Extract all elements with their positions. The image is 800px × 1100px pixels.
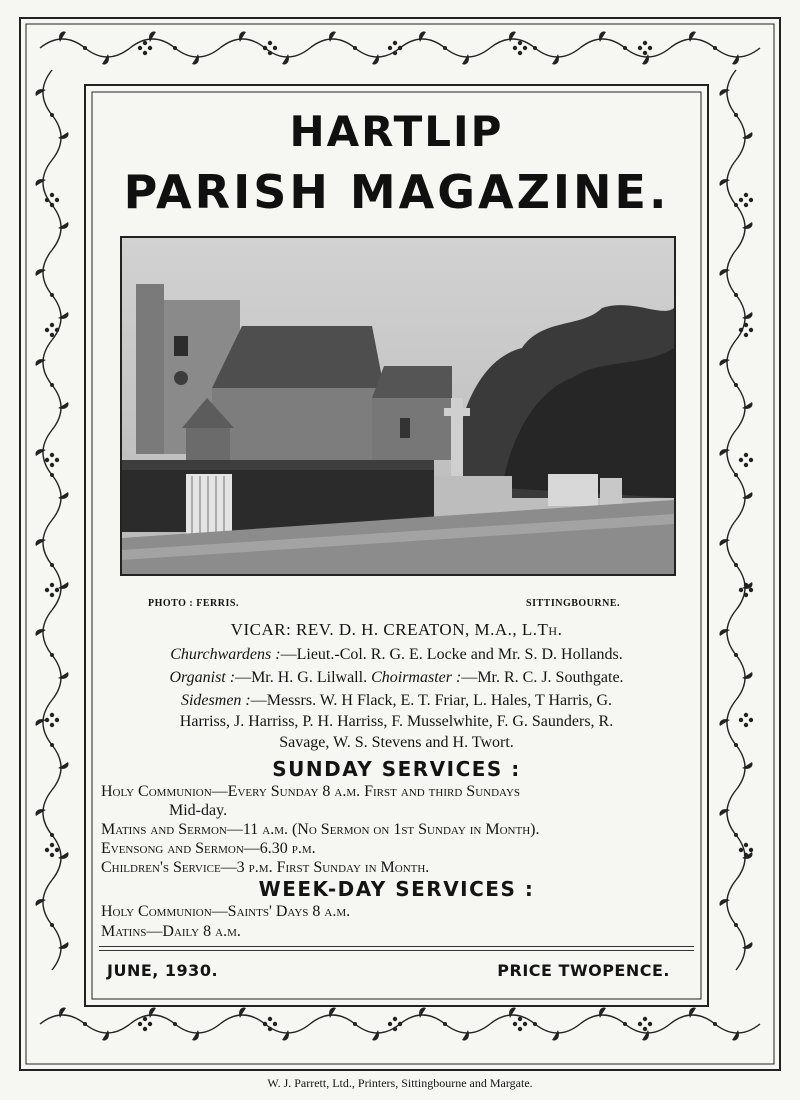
sidesmen-line-3: Savage, W. S. Stevens and H. Twort. xyxy=(279,734,514,751)
churchwardens-line xyxy=(93,646,700,664)
choirmaster-name: —Mr. R. C. J. Southgate. xyxy=(461,669,624,686)
sunday-holy-communion: Holy Communion—Every Sunday 8 a.m. First and third Sundays xyxy=(101,783,521,800)
choirmaster-label: Choirmaster : xyxy=(371,669,462,686)
vicar-line: VICAR: REV. D. H. CREATON, M.A., L.Th. xyxy=(230,620,563,639)
printer-imprint: W. J. Parrett, Ltd., Printers, Sittingbourne and Margate. xyxy=(267,1076,533,1090)
footer-divider-inner xyxy=(99,950,694,951)
photo-credit-location: SITTINGBOURNE. xyxy=(526,598,620,609)
weekday-services-heading: WEEK-DAY SERVICES : xyxy=(258,877,535,901)
sunday-evensong: Evensong and Sermon—6.30 p.m. xyxy=(101,840,316,857)
issue-price: PRICE TWOPENCE. xyxy=(497,961,670,980)
organist-line xyxy=(93,669,700,687)
organist-label: Organist : xyxy=(169,669,236,686)
weekday-matins: Matins—Daily 8 a.m. xyxy=(101,923,241,940)
sidesmen-label: Sidesmen : xyxy=(180,692,251,709)
sunday-childrens-service: Children's Service—3 p.m. First Sunday in Month. xyxy=(101,859,430,876)
footer-divider xyxy=(99,946,694,947)
organist-name: —Mr. H. G. Lilwall. xyxy=(235,669,368,686)
issue-date: JUNE, 1930. xyxy=(107,961,219,980)
sidesmen-line-2: Harriss, J. Harriss, P. H. Harriss, F. Musselwhite, F. G. Saunders, R. xyxy=(179,713,614,730)
church-photo-illustration xyxy=(122,238,674,574)
photo-credit-photographer: PHOTO : FERRIS. xyxy=(148,598,239,609)
sunday-services-heading: SUNDAY SERVICES : xyxy=(272,757,521,781)
masthead-title-line2: PARISH MAGAZINE. xyxy=(123,165,670,219)
sidesmen-line-1 xyxy=(93,692,700,710)
weekday-holy-communion: Holy Communion—Saints' Days 8 a.m. xyxy=(101,903,351,920)
sunday-matins: Matins and Sermon—11 a.m. (No Sermon on 1st Sunday in Month). xyxy=(101,821,540,838)
churchwardens-names: —Lieut.-Col. R. G. E. Locke and Mr. S. D. Hollands. xyxy=(280,646,623,663)
churchwardens-label: Churchwardens : xyxy=(170,646,281,663)
church-photo xyxy=(120,236,676,576)
masthead-title-line1: HARTLIP xyxy=(289,107,504,156)
sidesmen-names-1: —Messrs. W. H Flack, E. T. Friar, L. Hales, T Harris, G. xyxy=(250,692,612,709)
cover-panel xyxy=(93,93,700,998)
sunday-holy-communion-cont: Mid-day. xyxy=(169,802,228,819)
